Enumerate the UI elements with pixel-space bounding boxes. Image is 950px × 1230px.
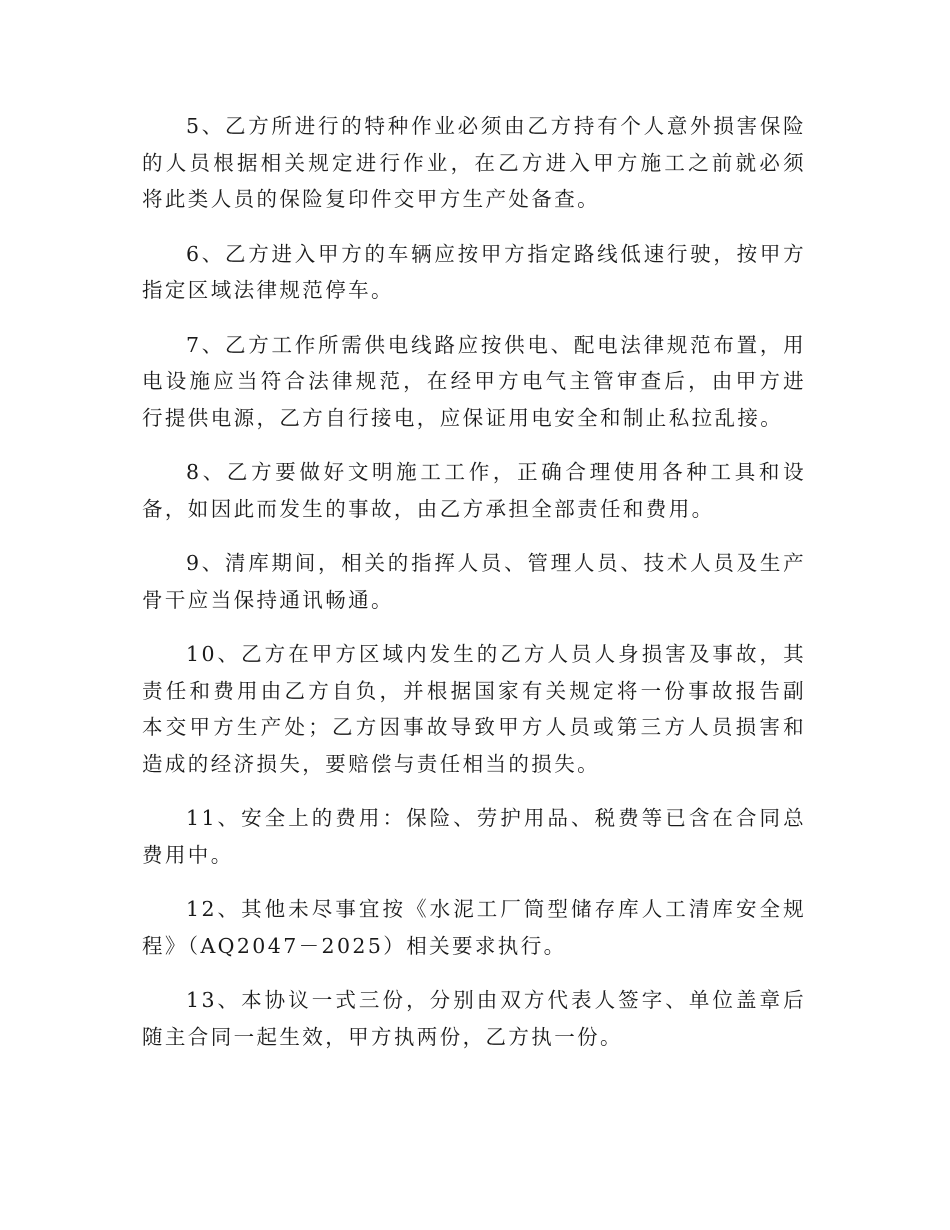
clause-12: 12、其他未尽事宜按《水泥工厂筒型储存库人工清库安全规程》（AQ2047－2025）相关要求执行。 <box>142 897 806 958</box>
clause-6: 6、乙方进入甲方的车辆应按甲方指定路线低速行驶，按甲方指定区域法律规范停车。 <box>142 241 806 302</box>
clause-7: 7、乙方工作所需供电线路应按供电、配电法律规范布置，用电设施应当符合法律规范，在经甲方电气主管审查后，由甲方进行提供电源，乙方自行接电，应保证用电安全和制止私拉乱接。 <box>142 332 806 430</box>
clause-13: 13、本协议一式三份，分别由双方代表人签字、单位盖章后随主合同一起生效，甲方执两份，乙方执一份。 <box>142 988 806 1049</box>
clause-9: 9、清库期间，相关的指挥人员、管理人员、技术人员及生产骨干应当保持通讯畅通。 <box>142 551 806 612</box>
clause-11: 11、安全上的费用：保险、劳护用品、税费等已含在合同总费用中。 <box>142 806 806 867</box>
clause-5: 5、乙方所进行的特种作业必须由乙方持有个人意外损害保险的人员根据相关规定进行作业，在乙方进入甲方施工之前就必须将此类人员的保险复印件交甲方生产处备查。 <box>142 114 806 211</box>
clause-8: 8、乙方要做好文明施工工作，正确合理使用各种工具和设备，如因此而发生的事故，由乙方承担全部责任和费用。 <box>142 460 806 521</box>
clause-10: 10、乙方在甲方区域内发生的乙方人员人身损害及事故，其责任和费用由乙方自负，并根据国家有关规定将一份事故报告副本交甲方生产处；乙方因事故导致甲方人员或第三方人员损害和造成的经济损失，要赔偿与责任相当的损失。 <box>142 642 806 776</box>
document-body <box>142 108 806 1073</box>
